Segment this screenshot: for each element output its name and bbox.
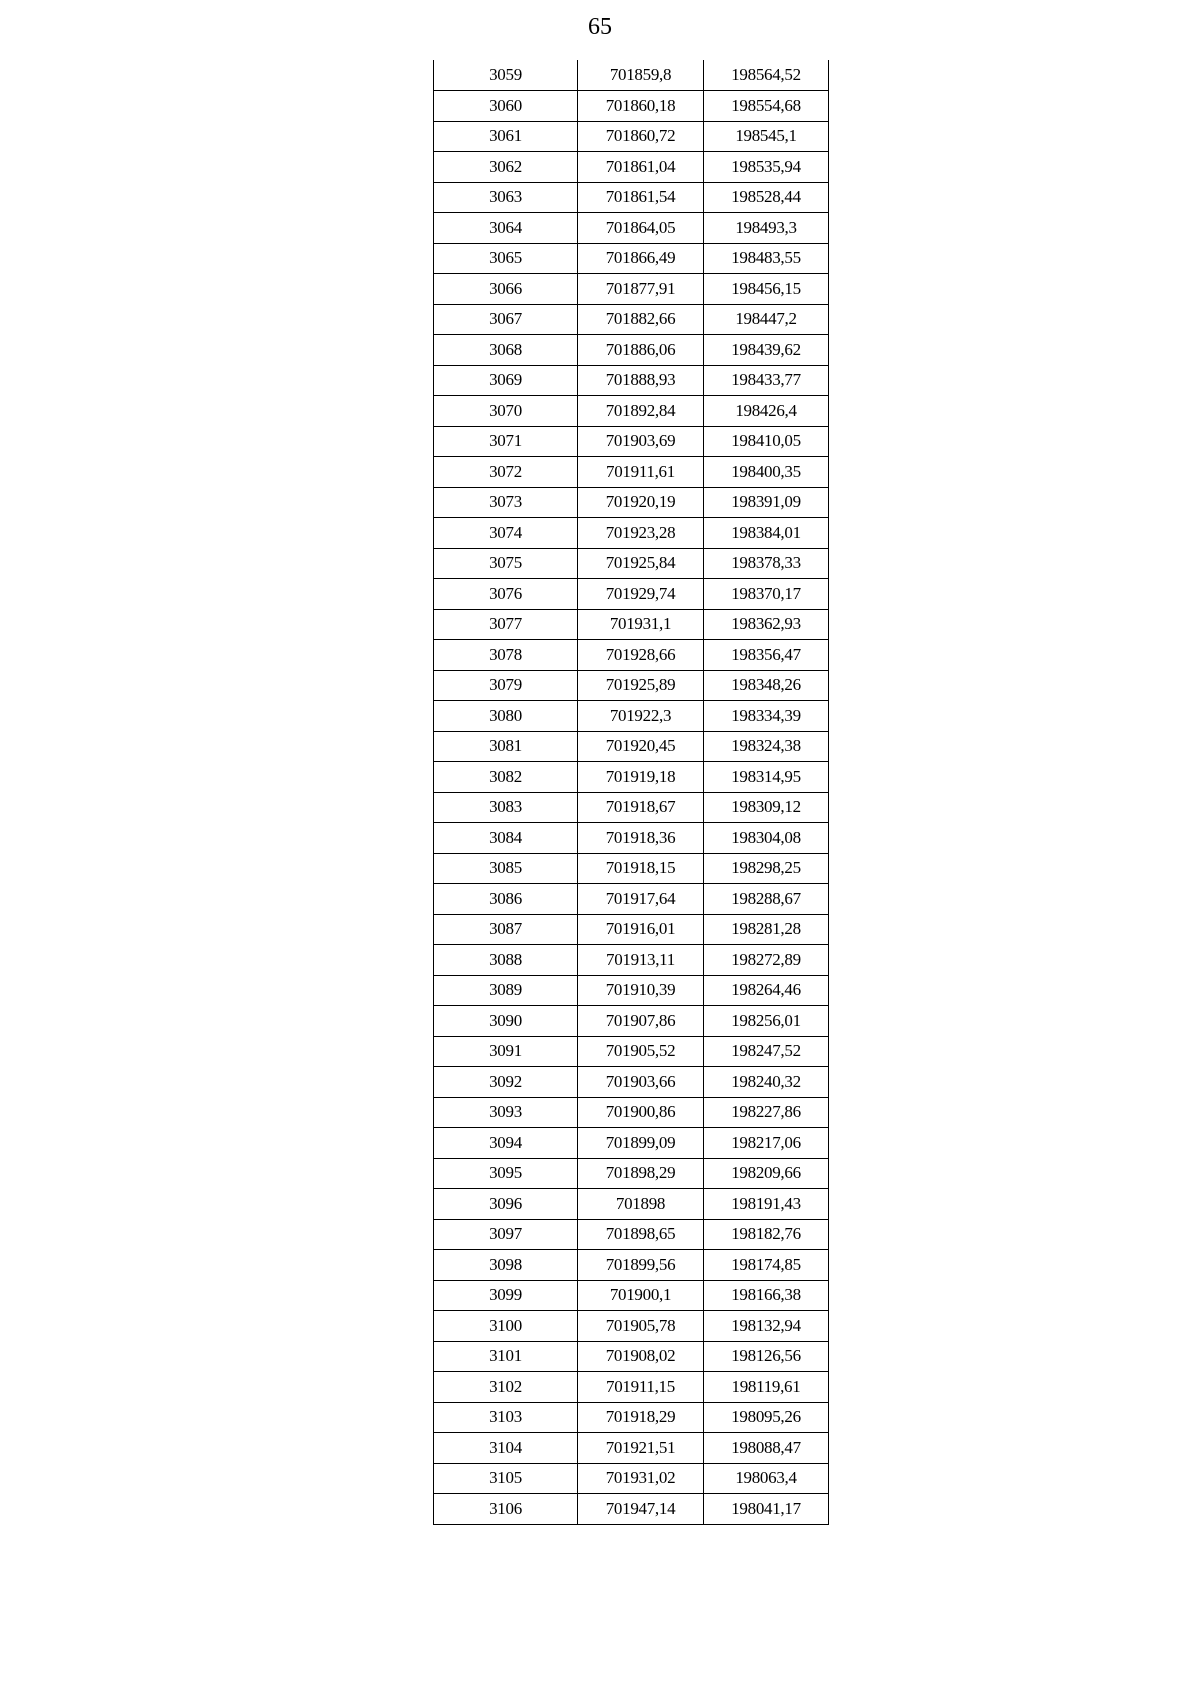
y-coordinate-cell: 198256,01 (704, 1006, 829, 1037)
y-coordinate-cell: 198426,4 (704, 396, 829, 427)
y-coordinate-cell: 198119,61 (704, 1372, 829, 1403)
point-number-cell: 3081 (434, 731, 578, 762)
point-number-cell: 3099 (434, 1280, 578, 1311)
table-row (434, 335, 829, 366)
x-coordinate-cell: 701947,14 (578, 1494, 704, 1525)
x-coordinate-cell: 701917,64 (578, 884, 704, 915)
point-number-cell: 3078 (434, 640, 578, 671)
y-coordinate-cell: 198191,43 (704, 1189, 829, 1220)
x-coordinate-cell: 701907,86 (578, 1006, 704, 1037)
point-number-cell: 3062 (434, 152, 578, 183)
point-number-cell: 3103 (434, 1402, 578, 1433)
x-coordinate-cell: 701923,28 (578, 518, 704, 549)
x-coordinate-cell: 701882,66 (578, 304, 704, 335)
point-number-cell: 3084 (434, 823, 578, 854)
point-number-cell: 3101 (434, 1341, 578, 1372)
y-coordinate-cell: 198041,17 (704, 1494, 829, 1525)
y-coordinate-cell: 198324,38 (704, 731, 829, 762)
coordinates-table (433, 60, 829, 1525)
table-row (434, 518, 829, 549)
page-number: 65 (588, 14, 612, 40)
point-number-cell: 3095 (434, 1158, 578, 1189)
table-row (434, 1189, 829, 1220)
point-number-cell: 3077 (434, 609, 578, 640)
table-row (434, 579, 829, 610)
y-coordinate-cell: 198348,26 (704, 670, 829, 701)
x-coordinate-cell: 701931,02 (578, 1463, 704, 1494)
table-row (434, 1402, 829, 1433)
x-coordinate-cell: 701905,52 (578, 1036, 704, 1067)
table-row (434, 121, 829, 152)
y-coordinate-cell: 198309,12 (704, 792, 829, 823)
x-coordinate-cell: 701860,18 (578, 91, 704, 122)
y-coordinate-cell: 198095,26 (704, 1402, 829, 1433)
point-number-cell: 3104 (434, 1433, 578, 1464)
table-row (434, 365, 829, 396)
y-coordinate-cell: 198400,35 (704, 457, 829, 488)
point-number-cell: 3076 (434, 579, 578, 610)
table-row (434, 945, 829, 976)
y-coordinate-cell: 198272,89 (704, 945, 829, 976)
y-coordinate-cell: 198247,52 (704, 1036, 829, 1067)
table-row (434, 60, 829, 91)
y-coordinate-cell: 198063,4 (704, 1463, 829, 1494)
table-row (434, 243, 829, 274)
x-coordinate-cell: 701903,69 (578, 426, 704, 457)
x-coordinate-cell: 701899,56 (578, 1250, 704, 1281)
point-number-cell: 3073 (434, 487, 578, 518)
y-coordinate-cell: 198483,55 (704, 243, 829, 274)
y-coordinate-cell: 198264,46 (704, 975, 829, 1006)
x-coordinate-cell: 701911,61 (578, 457, 704, 488)
point-number-cell: 3072 (434, 457, 578, 488)
point-number-cell: 3070 (434, 396, 578, 427)
y-coordinate-cell: 198362,93 (704, 609, 829, 640)
y-coordinate-cell: 198433,77 (704, 365, 829, 396)
table-row (434, 731, 829, 762)
table-row (434, 670, 829, 701)
table-row (434, 884, 829, 915)
table-row (434, 1311, 829, 1342)
table-row (434, 304, 829, 335)
x-coordinate-cell: 701900,1 (578, 1280, 704, 1311)
table-row (434, 914, 829, 945)
table-row (434, 152, 829, 183)
table-row (434, 1280, 829, 1311)
point-number-cell: 3074 (434, 518, 578, 549)
x-coordinate-cell: 701888,93 (578, 365, 704, 396)
y-coordinate-cell: 198217,06 (704, 1128, 829, 1159)
table-row (434, 457, 829, 488)
table-row (434, 1372, 829, 1403)
y-coordinate-cell: 198304,08 (704, 823, 829, 854)
point-number-cell: 3106 (434, 1494, 578, 1525)
x-coordinate-cell: 701931,1 (578, 609, 704, 640)
point-number-cell: 3102 (434, 1372, 578, 1403)
x-coordinate-cell: 701920,19 (578, 487, 704, 518)
table-row (434, 853, 829, 884)
y-coordinate-cell: 198174,85 (704, 1250, 829, 1281)
x-coordinate-cell: 701886,06 (578, 335, 704, 366)
table-row (434, 1219, 829, 1250)
x-coordinate-cell: 701918,36 (578, 823, 704, 854)
x-coordinate-cell: 701898 (578, 1189, 704, 1220)
table-row (434, 1433, 829, 1464)
x-coordinate-cell: 701916,01 (578, 914, 704, 945)
table-row (434, 1067, 829, 1098)
point-number-cell: 3085 (434, 853, 578, 884)
x-coordinate-cell: 701921,51 (578, 1433, 704, 1464)
x-coordinate-cell: 701899,09 (578, 1128, 704, 1159)
table-row (434, 701, 829, 732)
x-coordinate-cell: 701861,54 (578, 182, 704, 213)
x-coordinate-cell: 701919,18 (578, 762, 704, 793)
x-coordinate-cell: 701892,84 (578, 396, 704, 427)
table-row (434, 1128, 829, 1159)
table-row (434, 792, 829, 823)
point-number-cell: 3100 (434, 1311, 578, 1342)
point-number-cell: 3059 (434, 60, 578, 91)
table-row (434, 1494, 829, 1525)
point-number-cell: 3098 (434, 1250, 578, 1281)
x-coordinate-cell: 701918,15 (578, 853, 704, 884)
y-coordinate-cell: 198227,86 (704, 1097, 829, 1128)
point-number-cell: 3060 (434, 91, 578, 122)
point-number-cell: 3088 (434, 945, 578, 976)
x-coordinate-cell: 701929,74 (578, 579, 704, 610)
table-row (434, 1463, 829, 1494)
x-coordinate-cell: 701918,67 (578, 792, 704, 823)
table-row (434, 1036, 829, 1067)
table-row (434, 1341, 829, 1372)
y-coordinate-cell: 198378,33 (704, 548, 829, 579)
y-coordinate-cell: 198545,1 (704, 121, 829, 152)
table-row (434, 426, 829, 457)
y-coordinate-cell: 198209,66 (704, 1158, 829, 1189)
y-coordinate-cell: 198356,47 (704, 640, 829, 671)
point-number-cell: 3093 (434, 1097, 578, 1128)
x-coordinate-cell: 701922,3 (578, 701, 704, 732)
x-coordinate-cell: 701913,11 (578, 945, 704, 976)
point-number-cell: 3069 (434, 365, 578, 396)
y-coordinate-cell: 198288,67 (704, 884, 829, 915)
y-coordinate-cell: 198391,09 (704, 487, 829, 518)
x-coordinate-cell: 701900,86 (578, 1097, 704, 1128)
point-number-cell: 3083 (434, 792, 578, 823)
x-coordinate-cell: 701910,39 (578, 975, 704, 1006)
table-row (434, 1006, 829, 1037)
table-row (434, 213, 829, 244)
y-coordinate-cell: 198314,95 (704, 762, 829, 793)
y-coordinate-cell: 198281,28 (704, 914, 829, 945)
point-number-cell: 3075 (434, 548, 578, 579)
y-coordinate-cell: 198240,32 (704, 1067, 829, 1098)
table-row (434, 91, 829, 122)
x-coordinate-cell: 701861,04 (578, 152, 704, 183)
x-coordinate-cell: 701898,29 (578, 1158, 704, 1189)
point-number-cell: 3063 (434, 182, 578, 213)
x-coordinate-cell: 701866,49 (578, 243, 704, 274)
table-row (434, 762, 829, 793)
point-number-cell: 3105 (434, 1463, 578, 1494)
x-coordinate-cell: 701905,78 (578, 1311, 704, 1342)
table-row (434, 396, 829, 427)
table-row (434, 975, 829, 1006)
x-coordinate-cell: 701918,29 (578, 1402, 704, 1433)
point-number-cell: 3090 (434, 1006, 578, 1037)
coordinates-table-body (434, 60, 829, 1524)
x-coordinate-cell: 701864,05 (578, 213, 704, 244)
y-coordinate-cell: 198370,17 (704, 579, 829, 610)
y-coordinate-cell: 198493,3 (704, 213, 829, 244)
x-coordinate-cell: 701925,89 (578, 670, 704, 701)
point-number-cell: 3089 (434, 975, 578, 1006)
x-coordinate-cell: 701877,91 (578, 274, 704, 305)
y-coordinate-cell: 198298,25 (704, 853, 829, 884)
point-number-cell: 3080 (434, 701, 578, 732)
table-row (434, 823, 829, 854)
point-number-cell: 3066 (434, 274, 578, 305)
point-number-cell: 3094 (434, 1128, 578, 1159)
y-coordinate-cell: 198088,47 (704, 1433, 829, 1464)
point-number-cell: 3087 (434, 914, 578, 945)
y-coordinate-cell: 198166,38 (704, 1280, 829, 1311)
point-number-cell: 3082 (434, 762, 578, 793)
y-coordinate-cell: 198447,2 (704, 304, 829, 335)
table-row (434, 182, 829, 213)
y-coordinate-cell: 198439,62 (704, 335, 829, 366)
table-row (434, 548, 829, 579)
y-coordinate-cell: 198528,44 (704, 182, 829, 213)
point-number-cell: 3091 (434, 1036, 578, 1067)
point-number-cell: 3097 (434, 1219, 578, 1250)
x-coordinate-cell: 701920,45 (578, 731, 704, 762)
point-number-cell: 3065 (434, 243, 578, 274)
y-coordinate-cell: 198564,52 (704, 60, 829, 91)
point-number-cell: 3079 (434, 670, 578, 701)
table-row (434, 1097, 829, 1128)
y-coordinate-cell: 198535,94 (704, 152, 829, 183)
y-coordinate-cell: 198384,01 (704, 518, 829, 549)
point-number-cell: 3071 (434, 426, 578, 457)
x-coordinate-cell: 701859,8 (578, 60, 704, 91)
point-number-cell: 3068 (434, 335, 578, 366)
point-number-cell: 3061 (434, 121, 578, 152)
point-number-cell: 3067 (434, 304, 578, 335)
y-coordinate-cell: 198554,68 (704, 91, 829, 122)
x-coordinate-cell: 701903,66 (578, 1067, 704, 1098)
x-coordinate-cell: 701911,15 (578, 1372, 704, 1403)
x-coordinate-cell: 701925,84 (578, 548, 704, 579)
y-coordinate-cell: 198334,39 (704, 701, 829, 732)
table-row (434, 1250, 829, 1281)
y-coordinate-cell: 198126,56 (704, 1341, 829, 1372)
point-number-cell: 3086 (434, 884, 578, 915)
table-row (434, 487, 829, 518)
x-coordinate-cell: 701898,65 (578, 1219, 704, 1250)
y-coordinate-cell: 198410,05 (704, 426, 829, 457)
point-number-cell: 3096 (434, 1189, 578, 1220)
point-number-cell: 3092 (434, 1067, 578, 1098)
table-row (434, 609, 829, 640)
y-coordinate-cell: 198182,76 (704, 1219, 829, 1250)
y-coordinate-cell: 198456,15 (704, 274, 829, 305)
table-row (434, 640, 829, 671)
table-row (434, 274, 829, 305)
x-coordinate-cell: 701908,02 (578, 1341, 704, 1372)
x-coordinate-cell: 701860,72 (578, 121, 704, 152)
y-coordinate-cell: 198132,94 (704, 1311, 829, 1342)
point-number-cell: 3064 (434, 213, 578, 244)
table-row (434, 1158, 829, 1189)
x-coordinate-cell: 701928,66 (578, 640, 704, 671)
